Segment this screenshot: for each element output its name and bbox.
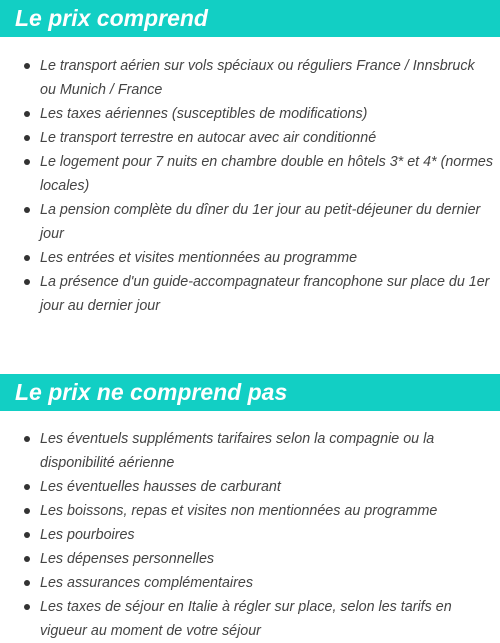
list-item [0, 499, 500, 523]
list-item-text: Les boissons, repas et visites non mentionnées au programme [40, 503, 438, 519]
section-title-included: Le prix comprend [0, 0, 500, 37]
bullet-icon [24, 508, 30, 514]
list-item-text: Les assurances complémentaires [40, 575, 253, 591]
list-item [0, 198, 500, 246]
not-included-list [0, 427, 500, 643]
included-list [0, 54, 500, 318]
bullet-icon [24, 580, 30, 586]
section-title-not-included: Le prix ne comprend pas [0, 374, 500, 411]
section-included [0, 0, 500, 318]
list-item-text: Les taxes de séjour en Italie à régler sur place, selon les tarifs en vigueur au moment de votre séjour [40, 599, 452, 639]
list-item-text: La présence d'un guide-accompagnateur francophone sur place du 1er jour au dernier jour [40, 274, 490, 314]
bullet-icon [24, 207, 30, 213]
list-item-text: Les entrées et visites mentionnées au programme [40, 250, 358, 266]
list-item [0, 571, 500, 595]
list-item-text: Le logement pour 7 nuits en chambre double en hôtels 3* et 4* (normes locales) [40, 154, 494, 194]
bullet-icon [24, 159, 30, 165]
bullet-icon [24, 255, 30, 261]
list-item [0, 475, 500, 499]
list-item-text: Les éventuelles hausses de carburant [40, 479, 281, 495]
list-item [0, 126, 500, 150]
list-item [0, 270, 500, 318]
section-not-included [0, 374, 500, 643]
list-item [0, 150, 500, 198]
list-item-text: Les dépenses personnelles [40, 551, 215, 567]
list-item-text: Le transport terrestre en autocar avec air conditionné [40, 130, 377, 146]
list-item [0, 246, 500, 270]
bullet-icon [24, 279, 30, 285]
bullet-icon [24, 111, 30, 117]
list-item-text: Les taxes aériennes (susceptibles de modifications) [40, 106, 368, 122]
bullet-icon [24, 135, 30, 141]
list-item [0, 523, 500, 547]
list-item-text: Le transport aérien sur vols spéciaux ou réguliers France / Innsbruck ou Munich / France [40, 58, 475, 98]
list-item [0, 427, 500, 475]
bullet-icon [24, 556, 30, 562]
list-item-text: La pension complète du dîner du 1er jour au petit-déjeuner du dernier jour [40, 202, 481, 242]
list-item-text: Les pourboires [40, 527, 135, 543]
list-item [0, 102, 500, 126]
list-item-text: Les éventuels suppléments tarifaires selon la compagnie ou la disponibilité aérienne [40, 431, 435, 471]
bullet-icon [24, 484, 30, 490]
bullet-icon [24, 63, 30, 69]
bullet-icon [24, 532, 30, 538]
bullet-icon [24, 436, 30, 442]
bullet-icon [24, 604, 30, 610]
list-item [0, 54, 500, 102]
list-item [0, 547, 500, 571]
